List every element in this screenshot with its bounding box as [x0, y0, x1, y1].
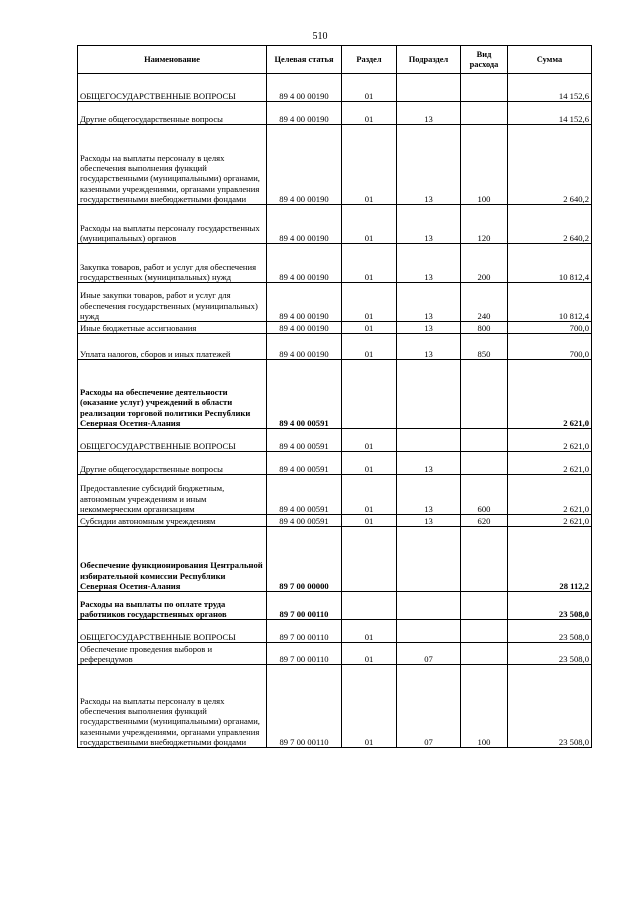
cell-expense-type: 100: [461, 665, 508, 748]
cell-target: 89 4 00 00591: [267, 360, 342, 429]
cell-name: Обеспечение функционирования Центральной избирательной комиссии Республики Северная Осетия-Алания: [78, 527, 267, 592]
cell-name: Расходы на выплаты персоналу в целях обеспечения выполнения функций государственными (муниципальными) органами, казенными учреждениями, органами управления государственными внебюджетными фондами: [78, 125, 267, 205]
cell-amount: 2 621,0: [508, 429, 592, 452]
cell-expense-type: [461, 452, 508, 475]
cell-name: ОБЩЕГОСУДАРСТВЕННЫЕ ВОПРОСЫ: [78, 429, 267, 452]
cell-name: Расходы на обеспечение деятельности (оказание услуг) учреждений в области реализации торговой политики Республики Северная Осетия-Алания: [78, 360, 267, 429]
cell-name: Иные закупки товаров, работ и услуг для обеспечения государственных (муниципальных) нужд: [78, 283, 267, 322]
cell-subsection: 13: [397, 205, 461, 244]
table-row: [78, 360, 592, 429]
cell-name: Иные бюджетные ассигнования: [78, 322, 267, 334]
cell-subsection: [397, 360, 461, 429]
table-row: [78, 620, 592, 643]
table-row: [78, 643, 592, 665]
cell-subsection: [397, 74, 461, 102]
cell-expense-type: 240: [461, 283, 508, 322]
cell-name: Расходы на выплаты по оплате труда работников государственных органов: [78, 592, 267, 620]
cell-section: 01: [342, 74, 397, 102]
cell-name: Закупка товаров, работ и услуг для обеспечения государственных (муниципальных) нужд: [78, 244, 267, 283]
cell-expense-type: [461, 360, 508, 429]
cell-amount: 14 152,6: [508, 102, 592, 125]
cell-amount: 23 508,0: [508, 665, 592, 748]
cell-section: 01: [342, 283, 397, 322]
header-target: Целевая статья: [267, 46, 342, 74]
cell-amount: 10 812,4: [508, 244, 592, 283]
cell-subsection: 07: [397, 665, 461, 748]
cell-amount: 23 508,0: [508, 643, 592, 665]
header-section: Раздел: [342, 46, 397, 74]
table-row: [78, 527, 592, 592]
cell-amount: 14 152,6: [508, 74, 592, 102]
cell-section: 01: [342, 125, 397, 205]
cell-section: 01: [342, 205, 397, 244]
cell-section: 01: [342, 475, 397, 515]
cell-subsection: 13: [397, 322, 461, 334]
cell-target: 89 7 00 00000: [267, 527, 342, 592]
cell-section: 01: [342, 334, 397, 360]
cell-section: [342, 527, 397, 592]
cell-amount: 23 508,0: [508, 620, 592, 643]
cell-target: 89 4 00 00591: [267, 475, 342, 515]
cell-subsection: 13: [397, 475, 461, 515]
table-row: [78, 102, 592, 125]
table-row: [78, 283, 592, 322]
cell-target: 89 4 00 00190: [267, 74, 342, 102]
cell-name: Предоставление субсидий бюджетным, автономным учреждениям и иным некоммерческим организациям: [78, 475, 267, 515]
cell-subsection: 13: [397, 334, 461, 360]
cell-subsection: 13: [397, 102, 461, 125]
cell-name: ОБЩЕГОСУДАРСТВЕННЫЕ ВОПРОСЫ: [78, 620, 267, 643]
cell-target: 89 4 00 00591: [267, 515, 342, 527]
header-subsection: Подраздел: [397, 46, 461, 74]
cell-subsection: 13: [397, 515, 461, 527]
cell-amount: 10 812,4: [508, 283, 592, 322]
table-row: [78, 125, 592, 205]
cell-target: 89 4 00 00190: [267, 125, 342, 205]
cell-name: Субсидии автономным учреждениям: [78, 515, 267, 527]
cell-section: 01: [342, 429, 397, 452]
cell-target: 89 4 00 00190: [267, 244, 342, 283]
cell-expense-type: 120: [461, 205, 508, 244]
cell-expense-type: 850: [461, 334, 508, 360]
cell-section: 01: [342, 102, 397, 125]
cell-subsection: 13: [397, 452, 461, 475]
cell-section: 01: [342, 620, 397, 643]
table-row: [78, 665, 592, 748]
table-row: [78, 334, 592, 360]
cell-section: [342, 592, 397, 620]
cell-name: Расходы на выплаты персоналу в целях обеспечения выполнения функций государственными (муниципальными) органами, казенными учреждениями, органами управления государственными внебюджетными фондами: [78, 665, 267, 748]
cell-name: ОБЩЕГОСУДАРСТВЕННЫЕ ВОПРОСЫ: [78, 74, 267, 102]
cell-target: 89 7 00 00110: [267, 643, 342, 665]
header-expense-type: Вид расхода: [461, 46, 508, 74]
cell-subsection: 07: [397, 643, 461, 665]
table-row: [78, 205, 592, 244]
cell-name: Уплата налогов, сборов и иных платежей: [78, 334, 267, 360]
cell-target: 89 4 00 00190: [267, 322, 342, 334]
cell-section: 01: [342, 665, 397, 748]
cell-name: Другие общегосударственные вопросы: [78, 452, 267, 475]
cell-expense-type: [461, 527, 508, 592]
table-row: [78, 475, 592, 515]
cell-amount: 2 640,2: [508, 205, 592, 244]
cell-name: Обеспечение проведения выборов и референдумов: [78, 643, 267, 665]
table-header-row: [78, 46, 592, 74]
cell-section: 01: [342, 452, 397, 475]
cell-target: 89 4 00 00190: [267, 102, 342, 125]
cell-expense-type: 100: [461, 125, 508, 205]
cell-subsection: 13: [397, 125, 461, 205]
cell-amount: 700,0: [508, 322, 592, 334]
cell-expense-type: [461, 102, 508, 125]
cell-expense-type: [461, 592, 508, 620]
cell-expense-type: 800: [461, 322, 508, 334]
cell-expense-type: [461, 74, 508, 102]
cell-name: Другие общегосударственные вопросы: [78, 102, 267, 125]
table-row: [78, 515, 592, 527]
cell-target: 89 7 00 00110: [267, 592, 342, 620]
cell-amount: 2 640,2: [508, 125, 592, 205]
cell-expense-type: [461, 643, 508, 665]
table-row: [78, 74, 592, 102]
cell-target: 89 7 00 00110: [267, 620, 342, 643]
cell-amount: 2 621,0: [508, 452, 592, 475]
cell-subsection: 13: [397, 283, 461, 322]
page-number: 510: [312, 31, 328, 42]
cell-section: 01: [342, 515, 397, 527]
cell-subsection: [397, 620, 461, 643]
cell-target: 89 4 00 00591: [267, 452, 342, 475]
cell-expense-type: [461, 620, 508, 643]
budget-table: [77, 45, 592, 748]
cell-section: 01: [342, 322, 397, 334]
cell-section: 01: [342, 244, 397, 283]
cell-amount: 2 621,0: [508, 515, 592, 527]
table-row: [78, 592, 592, 620]
cell-subsection: [397, 527, 461, 592]
cell-subsection: [397, 429, 461, 452]
cell-target: 89 4 00 00591: [267, 429, 342, 452]
cell-target: 89 4 00 00190: [267, 283, 342, 322]
cell-subsection: [397, 592, 461, 620]
cell-amount: 23 508,0: [508, 592, 592, 620]
cell-expense-type: 200: [461, 244, 508, 283]
cell-target: 89 7 00 00110: [267, 665, 342, 748]
cell-amount: 700,0: [508, 334, 592, 360]
table-row: [78, 452, 592, 475]
table-row: [78, 322, 592, 334]
table-row: [78, 429, 592, 452]
cell-amount: 28 112,2: [508, 527, 592, 592]
cell-expense-type: 620: [461, 515, 508, 527]
cell-expense-type: [461, 429, 508, 452]
cell-name: Расходы на выплаты персоналу государственных (муниципальных) органов: [78, 205, 267, 244]
cell-amount: 2 621,0: [508, 475, 592, 515]
cell-section: [342, 360, 397, 429]
header-amount: Сумма: [508, 46, 592, 74]
cell-target: 89 4 00 00190: [267, 334, 342, 360]
header-name: Наименование: [78, 46, 267, 74]
cell-section: 01: [342, 643, 397, 665]
cell-subsection: 13: [397, 244, 461, 283]
cell-expense-type: 600: [461, 475, 508, 515]
cell-target: 89 4 00 00190: [267, 205, 342, 244]
cell-amount: 2 621,0: [508, 360, 592, 429]
table-row: [78, 244, 592, 283]
